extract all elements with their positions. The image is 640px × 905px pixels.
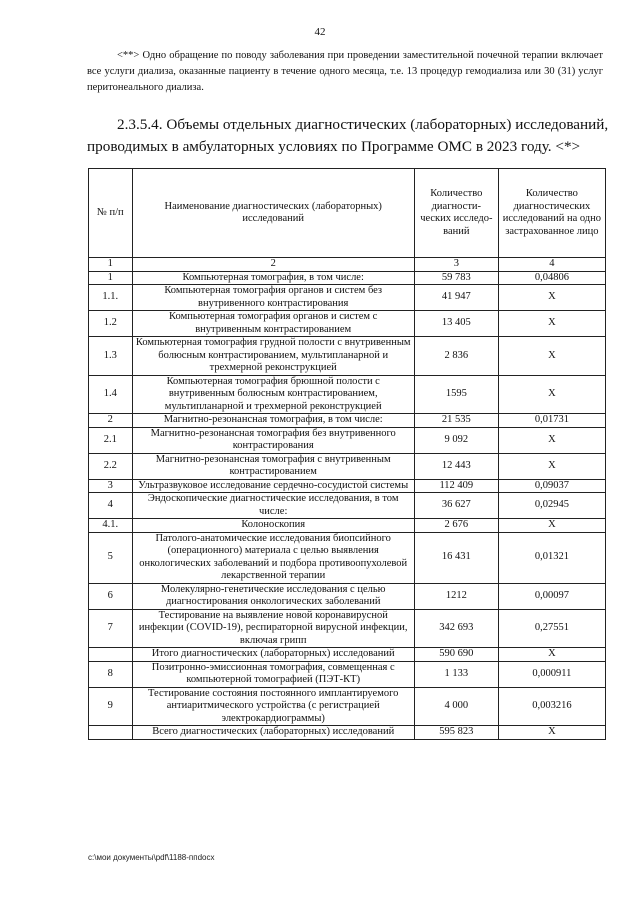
row-count: 21 535 — [414, 414, 498, 428]
header-per-person: Количество диагностических исследований на одно застрахованное лицо — [498, 169, 605, 258]
row-per-person: 0,003216 — [498, 687, 605, 726]
row-name: Молекулярно-генетические исследования с целью диагностирования онкологических заболеваний — [132, 583, 414, 609]
row-count: 342 693 — [414, 609, 498, 648]
row-per-person: 0,000911 — [498, 661, 605, 687]
row-per-person: X — [498, 285, 605, 311]
row-count: 16 431 — [414, 532, 498, 583]
row-count: 41 947 — [414, 285, 498, 311]
row-name: Компьютерная томография, в том числе: — [132, 271, 414, 285]
row-count: 2 836 — [414, 337, 498, 376]
table-row — [89, 427, 606, 453]
table-row — [89, 414, 606, 428]
table-row — [89, 311, 606, 337]
table-row — [89, 583, 606, 609]
row-per-person: 0,27551 — [498, 609, 605, 648]
row-count: 36 627 — [414, 493, 498, 519]
row-number — [89, 726, 133, 740]
row-count: 9 092 — [414, 427, 498, 453]
row-name: Компьютерная томография органов и систем с внутривенным контрастированием — [132, 311, 414, 337]
row-per-person: 0,09037 — [498, 479, 605, 493]
row-name: Итого диагностических (лабораторных) исследований — [132, 648, 414, 662]
file-path-footer: c:\мои документы\pdf\1188-ппdocx — [88, 853, 215, 862]
column-number: 3 — [414, 258, 498, 272]
table-row — [89, 726, 606, 740]
row-per-person: 0,02945 — [498, 493, 605, 519]
row-number: 2.1 — [89, 427, 133, 453]
row-per-person: X — [498, 648, 605, 662]
row-number: 9 — [89, 687, 133, 726]
row-count: 1212 — [414, 583, 498, 609]
row-per-person: X — [498, 337, 605, 376]
diagnostic-volumes-table — [88, 168, 606, 740]
row-per-person: 0,01731 — [498, 414, 605, 428]
row-number: 4 — [89, 493, 133, 519]
row-count: 12 443 — [414, 453, 498, 479]
row-per-person: X — [498, 427, 605, 453]
row-name: Тестирование на выявление новой коронавирусной инфекции (COVID-19), респираторной вирусной инфекции, включая грипп — [132, 609, 414, 648]
row-per-person: X — [498, 311, 605, 337]
table-row — [89, 648, 606, 662]
table-row — [89, 493, 606, 519]
table-row — [89, 375, 606, 414]
header-num: № п/п — [89, 169, 133, 258]
row-per-person: 0,00097 — [498, 583, 605, 609]
row-name: Магнитно-резонансная томография без внутривенного контрастирования — [132, 427, 414, 453]
row-per-person: X — [498, 519, 605, 533]
row-name: Колоноскопия — [132, 519, 414, 533]
table-row — [89, 453, 606, 479]
row-name: Компьютерная томография грудной полости с внутривенным болюсным контрастированием, мультипланарной и трехмерной реконструкцией — [132, 337, 414, 376]
row-count: 4 000 — [414, 687, 498, 726]
row-number: 7 — [89, 609, 133, 648]
header-count: Количество диагности-ческих исследо-ваний — [414, 169, 498, 258]
page-number: 42 — [314, 26, 326, 38]
row-name: Компьютерная томография брюшной полости с внутривенным болюсным контрастированием, мультипланарной и трехмерной реконструкцией — [132, 375, 414, 414]
row-name: Патолого-анатомические исследования биопсийного (операционного) материала с целью выявления онкологических заболеваний и подбора противоопухолевой лекарственной терапии — [132, 532, 414, 583]
row-count: 13 405 — [414, 311, 498, 337]
table-row — [89, 285, 606, 311]
row-number: 1.2 — [89, 311, 133, 337]
row-name: Всего диагностических (лабораторных) исследований — [132, 726, 414, 740]
column-number: 4 — [498, 258, 605, 272]
row-count: 2 676 — [414, 519, 498, 533]
row-per-person: X — [498, 726, 605, 740]
row-count: 590 690 — [414, 648, 498, 662]
row-name: Позитронно-эмиссионная томография, совмещенная с компьютерной томографией (ПЭТ-КТ) — [132, 661, 414, 687]
table-row — [89, 661, 606, 687]
row-per-person: 0,04806 — [498, 271, 605, 285]
row-per-person: X — [498, 453, 605, 479]
column-number-row — [89, 258, 606, 272]
row-name: Тестирование состояния постоянного имплантируемого антиаритмического устройства (с регистрацией электрокардиограммы) — [132, 687, 414, 726]
row-count: 59 783 — [414, 271, 498, 285]
table-row — [89, 271, 606, 285]
row-name: Эндоскопические диагностические исследования, в том числе: — [132, 493, 414, 519]
table-row — [89, 609, 606, 648]
row-name: Компьютерная томография органов и систем без внутривенного контрастирования — [132, 285, 414, 311]
row-count: 112 409 — [414, 479, 498, 493]
table-row — [89, 519, 606, 533]
row-count: 1 133 — [414, 661, 498, 687]
row-number: 1.3 — [89, 337, 133, 376]
footnote: <**> Одно обращение по поводу заболевания при проведении заместительной почечной терапии включает все услуги диализа, оказанные пациенту в течение одного месяца, т.е. 13 процедур гемодиализа или 30 (31) услуг перитонеального диализа. — [87, 50, 603, 93]
row-name: Ультразвуковое исследование сердечно-сосудистой системы — [132, 479, 414, 493]
row-count: 1595 — [414, 375, 498, 414]
section-heading: 2.3.5.4. Объемы отдельных диагностических (лабораторных) исследований, проводимых в амбулаторных условиях по Программе ОМС в 2023 году. <*> — [87, 116, 609, 155]
row-number: 5 — [89, 532, 133, 583]
table-row — [89, 337, 606, 376]
row-count: 595 823 — [414, 726, 498, 740]
row-name: Магнитно-резонансная томография с внутривенным контрастированием — [132, 453, 414, 479]
table-header-row — [89, 169, 606, 258]
row-number: 4.1. — [89, 519, 133, 533]
row-number: 2.2 — [89, 453, 133, 479]
header-name: Наименование диагностических (лабораторных) исследований — [132, 169, 414, 258]
row-per-person: X — [498, 375, 605, 414]
row-name: Магнитно-резонансная томография, в том числе: — [132, 414, 414, 428]
row-number: 1 — [89, 271, 133, 285]
table-row — [89, 532, 606, 583]
table-row — [89, 687, 606, 726]
row-number: 1.4 — [89, 375, 133, 414]
column-number: 2 — [132, 258, 414, 272]
row-number: 1.1. — [89, 285, 133, 311]
row-number — [89, 648, 133, 662]
row-number: 3 — [89, 479, 133, 493]
row-number: 6 — [89, 583, 133, 609]
row-per-person: 0,01321 — [498, 532, 605, 583]
table-row — [89, 479, 606, 493]
row-number: 2 — [89, 414, 133, 428]
row-number: 8 — [89, 661, 133, 687]
column-number: 1 — [89, 258, 133, 272]
